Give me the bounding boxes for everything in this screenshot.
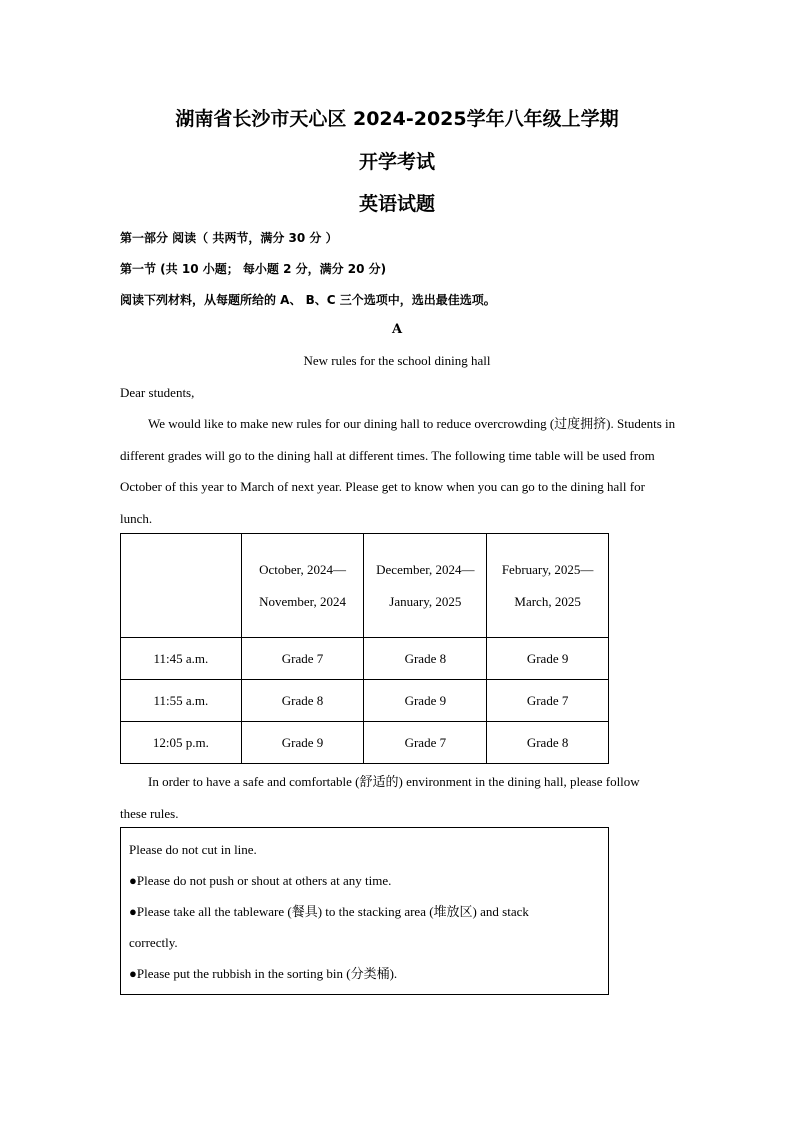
- passage-label: A: [391, 322, 403, 337]
- rule-item: ●Please put the rubbish in the sorting bin (分类桶).: [129, 966, 398, 981]
- table-row: [121, 638, 609, 680]
- grade-cell: Grade 9: [487, 638, 609, 680]
- table-header-cell: February, 2025— March, 2025: [487, 534, 609, 638]
- grade-cell: Grade 9: [364, 680, 487, 722]
- section-heading: 第一节 (共 10 小题； 每小题 2 分，满分 20 分): [120, 262, 387, 276]
- rules-box: [120, 827, 609, 995]
- passage-title: New rules for the school dining hall: [303, 353, 491, 368]
- grade-cell: Grade 7: [241, 638, 364, 680]
- grade-cell: Grade 7: [364, 722, 487, 764]
- table-header-cell: December, 2024— January, 2025: [364, 534, 487, 638]
- dining-schedule-table: [120, 533, 609, 764]
- grade-cell: Grade 7: [487, 680, 609, 722]
- time-cell: 11:55 a.m.: [121, 680, 242, 722]
- grade-cell: Grade 8: [487, 722, 609, 764]
- table-row: [121, 680, 609, 722]
- part-heading: 第一部分 阅读（ 共两节，满分 30 分 ）: [120, 231, 338, 245]
- table-header-row: [121, 534, 609, 638]
- grade-cell: Grade 9: [241, 722, 364, 764]
- table-header-cell: October, 2024—November, 2024: [241, 534, 364, 638]
- rule-item: Please do not cut in line.: [129, 842, 257, 857]
- grade-cell: Grade 8: [241, 680, 364, 722]
- reading-direction: 阅读下列材料，从每题所给的 A、 B、C 三个选项中，选出最佳选项。: [120, 293, 496, 307]
- rule-item: ●Please do not push or shout at others at any time.: [129, 873, 392, 888]
- title-line-3: 英语试题: [358, 193, 435, 215]
- grade-cell: Grade 8: [364, 638, 487, 680]
- table-header-cell: [121, 534, 242, 638]
- time-cell: 11:45 a.m.: [121, 638, 242, 680]
- title-line-2: 开学考试: [358, 151, 435, 173]
- time-cell: 12:05 p.m.: [121, 722, 242, 764]
- paragraph-2: In order to have a safe and comfortable (舒适的) environment in the dining hall, please follow these rules.: [120, 774, 640, 821]
- rule-item: ●Please take all the tableware (餐具) to the stacking area (堆放区) and stack correctly.: [129, 904, 529, 950]
- paragraph-1: We would like to make new rules for our dining hall to reduce overcrowding (过度拥挤). Students in different grades will go to the dining hall at different times. The following time table will be used from October of this year to March of next year. Please get to know when you can go to the dining hall for lunch.: [120, 416, 676, 526]
- table-row: [121, 722, 609, 764]
- greeting: Dear students,: [120, 385, 195, 400]
- title-line-1: 湖南省长沙市天心区 2024-2025学年八年级上学期: [175, 108, 619, 130]
